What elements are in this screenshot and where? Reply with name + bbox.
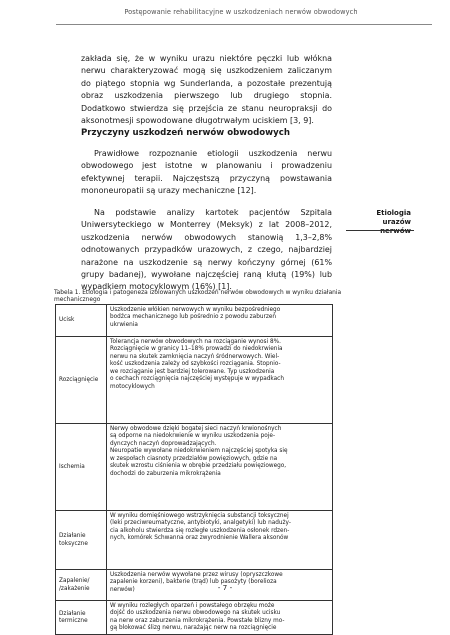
- description-line: Nerwy obwodowe dzięki bogatej sieci naczyń krwionośnych: [110, 426, 282, 432]
- table-caption: Tabela 1. Etiologia i patogeneza izolowanych uszkodzeń nerwów obwodowych w wyniku działania mechanicznego: [54, 290, 342, 304]
- description-line: Tolerancja nerwów obwodowych na rozciąganie wynosi 8%.: [110, 339, 281, 345]
- description-line: nych, komórek Schwanna oraz zwyrodnienie Wallera aksonów: [110, 535, 289, 542]
- description-line: skutek wzrostu ciśnienia w obrębie przedziału powięziowego,: [110, 463, 287, 470]
- paragraph-text: Na podstawie analizy kartotek pacjentów Szpitala Uniwersyteckiego w Monterrey (Meksyk) z lat 2008–2012, uszkodzenia nerwów obwodowych stanowią 1,3–2,8% odnotowanych przypadków urazowych, z czego, najbardziej narażone na uszkodzenie są nerwy kończyny górnej (61% grupy badanej), wywołane najczęściej raną kłutą (19%) lub wypadkiem motocyklowym (16%) [1].: [81, 208, 332, 292]
- paragraph-statistics: [81, 207, 332, 294]
- table-cell-description: [107, 337, 333, 424]
- description-line: we rozciąganie jest bardziej tolerowane. Typ uszkodzenia: [110, 368, 275, 375]
- description-line: nerwów): [110, 586, 135, 593]
- table-row: [56, 511, 333, 570]
- margin-note-line: nerwów: [380, 227, 411, 236]
- margin-note: [353, 209, 411, 237]
- description-line: motocyklowych: [110, 383, 155, 390]
- running-header: Postępowanie rehabilitacyjne w uszkodzeniach nerwów obwodowych: [124, 8, 358, 16]
- margin-note-rule: [346, 230, 414, 231]
- table-row: [56, 601, 333, 635]
- table-cell-factor: Zapalenie/ /zakażenie: [56, 570, 107, 601]
- description-line: zapalenie korzeni), bakterie (trąd) lub pasożyty (borelioza: [110, 579, 277, 586]
- table-cell-description: [107, 601, 333, 635]
- description-line: ukrwienia: [110, 321, 138, 328]
- description-line: W wyniku rozległych oparzeń i powstałego obrzęku może: [110, 603, 275, 609]
- description-line: Rozciągnięcie w granicy 11–18% prowadzi do niedokrwienia: [110, 346, 283, 353]
- description-line: nerwu na skutek zamknięcia naczyń śródnerwowych. Wiel-: [110, 353, 280, 360]
- description-line: cia alkoholu stwierdza się rozległe uszkodzenia osłonek rdzen-: [110, 527, 290, 534]
- description-line: dojść do uszkodzenia nerwu obwodowego na skutek ucisku: [110, 610, 281, 617]
- description-line: są odporne na niedokrwienie w wyniku uszkodzenia poje-: [110, 433, 276, 440]
- description-line: W wyniku domięśniowego wstrzyknięcia substancji toksycznej: [110, 513, 289, 519]
- table-cell-factor: Ucisk: [56, 305, 107, 337]
- description-line: kość uszkodzenia zależy od szybkości rozciągania. Stopnio-: [110, 361, 281, 368]
- table-cell-factor: Działanie termiczne: [56, 601, 107, 635]
- description-line: o cechach rozciągnięcia najczęściej występuje w wypadkach: [110, 376, 284, 383]
- paragraph-text: Prawidłowe rozpoznanie etiologii uszkodzenia nerwu obwodowego jest istotne w planowaniu i prowadzeniu efektywnej terapii. Najczęstszą przyczyną powstawania mononeuropatii są urazy mechaniczne [12].: [81, 149, 332, 196]
- table-cell-description: [107, 424, 333, 511]
- table-cell-factor: Ischemia: [56, 424, 107, 511]
- margin-note-line: urazów: [382, 218, 411, 227]
- header-rule: [56, 24, 432, 25]
- description-line: (leki przeciwreumatyczne, antybiotyki, analgetyki) lub naduży-: [110, 520, 291, 527]
- paragraph-text: zakłada się, że w wyniku urazu niektóre pęczki lub włókna nerwu charakteryzować mogą się uszkodzeniem zaliczanym do piątego stopnia wg Sunderlanda, a pozostałe prezentują obraz uszkodzenia pierwszego lub drugiego stopnia. Dodatkowo stwierdza się przejścia ze stanu neuropraksji do aksonotmesji spowodowane długotrwałym uciskiem [3, 9].: [81, 54, 332, 126]
- description-line: gą blokować ślizg nerwu, narażając nerw na rozciągnięcie: [110, 625, 277, 632]
- table-cell-description: [107, 511, 333, 570]
- page-number: - 7 -: [217, 583, 233, 592]
- table-cell-factor: Działanie toksyczne: [56, 511, 107, 570]
- table-cell-description: [107, 305, 333, 337]
- description-line: bodźca mechanicznego lub pośrednio z powodu zaburzeń: [110, 314, 277, 321]
- section-heading: Przyczyny uszkodzeń nerwów obwodowych: [81, 128, 290, 138]
- table-cell-factor: Rozciągnięcie: [56, 337, 107, 424]
- table-row: [56, 424, 333, 511]
- paragraph-continued: [81, 53, 332, 127]
- description-line: na nerw oraz zaburzenia mikrokrążenia. Powstałe blizny mo-: [110, 617, 285, 624]
- paragraph-etiology: [81, 148, 332, 198]
- description-line: Neuropatie wywołane niedokrwieniem najczęściej spotyka się: [110, 448, 288, 455]
- description-line: Uszkodzenie włókien nerwowych w wyniku bezpośredniego: [110, 307, 281, 313]
- description-line: w zespołach ciasnoty przedziałów powięziowych, gdzie na: [110, 455, 278, 462]
- description-line: Uszkodzenia nerwów wywołane przez wirusy (opryszczkowe: [110, 572, 283, 578]
- description-line: dynczych naczyń doprowadzających.: [110, 440, 217, 447]
- description-line: dochodzi do zaburzenia mikrokrążenia: [110, 470, 221, 477]
- table-row: [56, 305, 333, 337]
- table-row: [56, 337, 333, 424]
- margin-note-line: Etiologia: [376, 209, 411, 217]
